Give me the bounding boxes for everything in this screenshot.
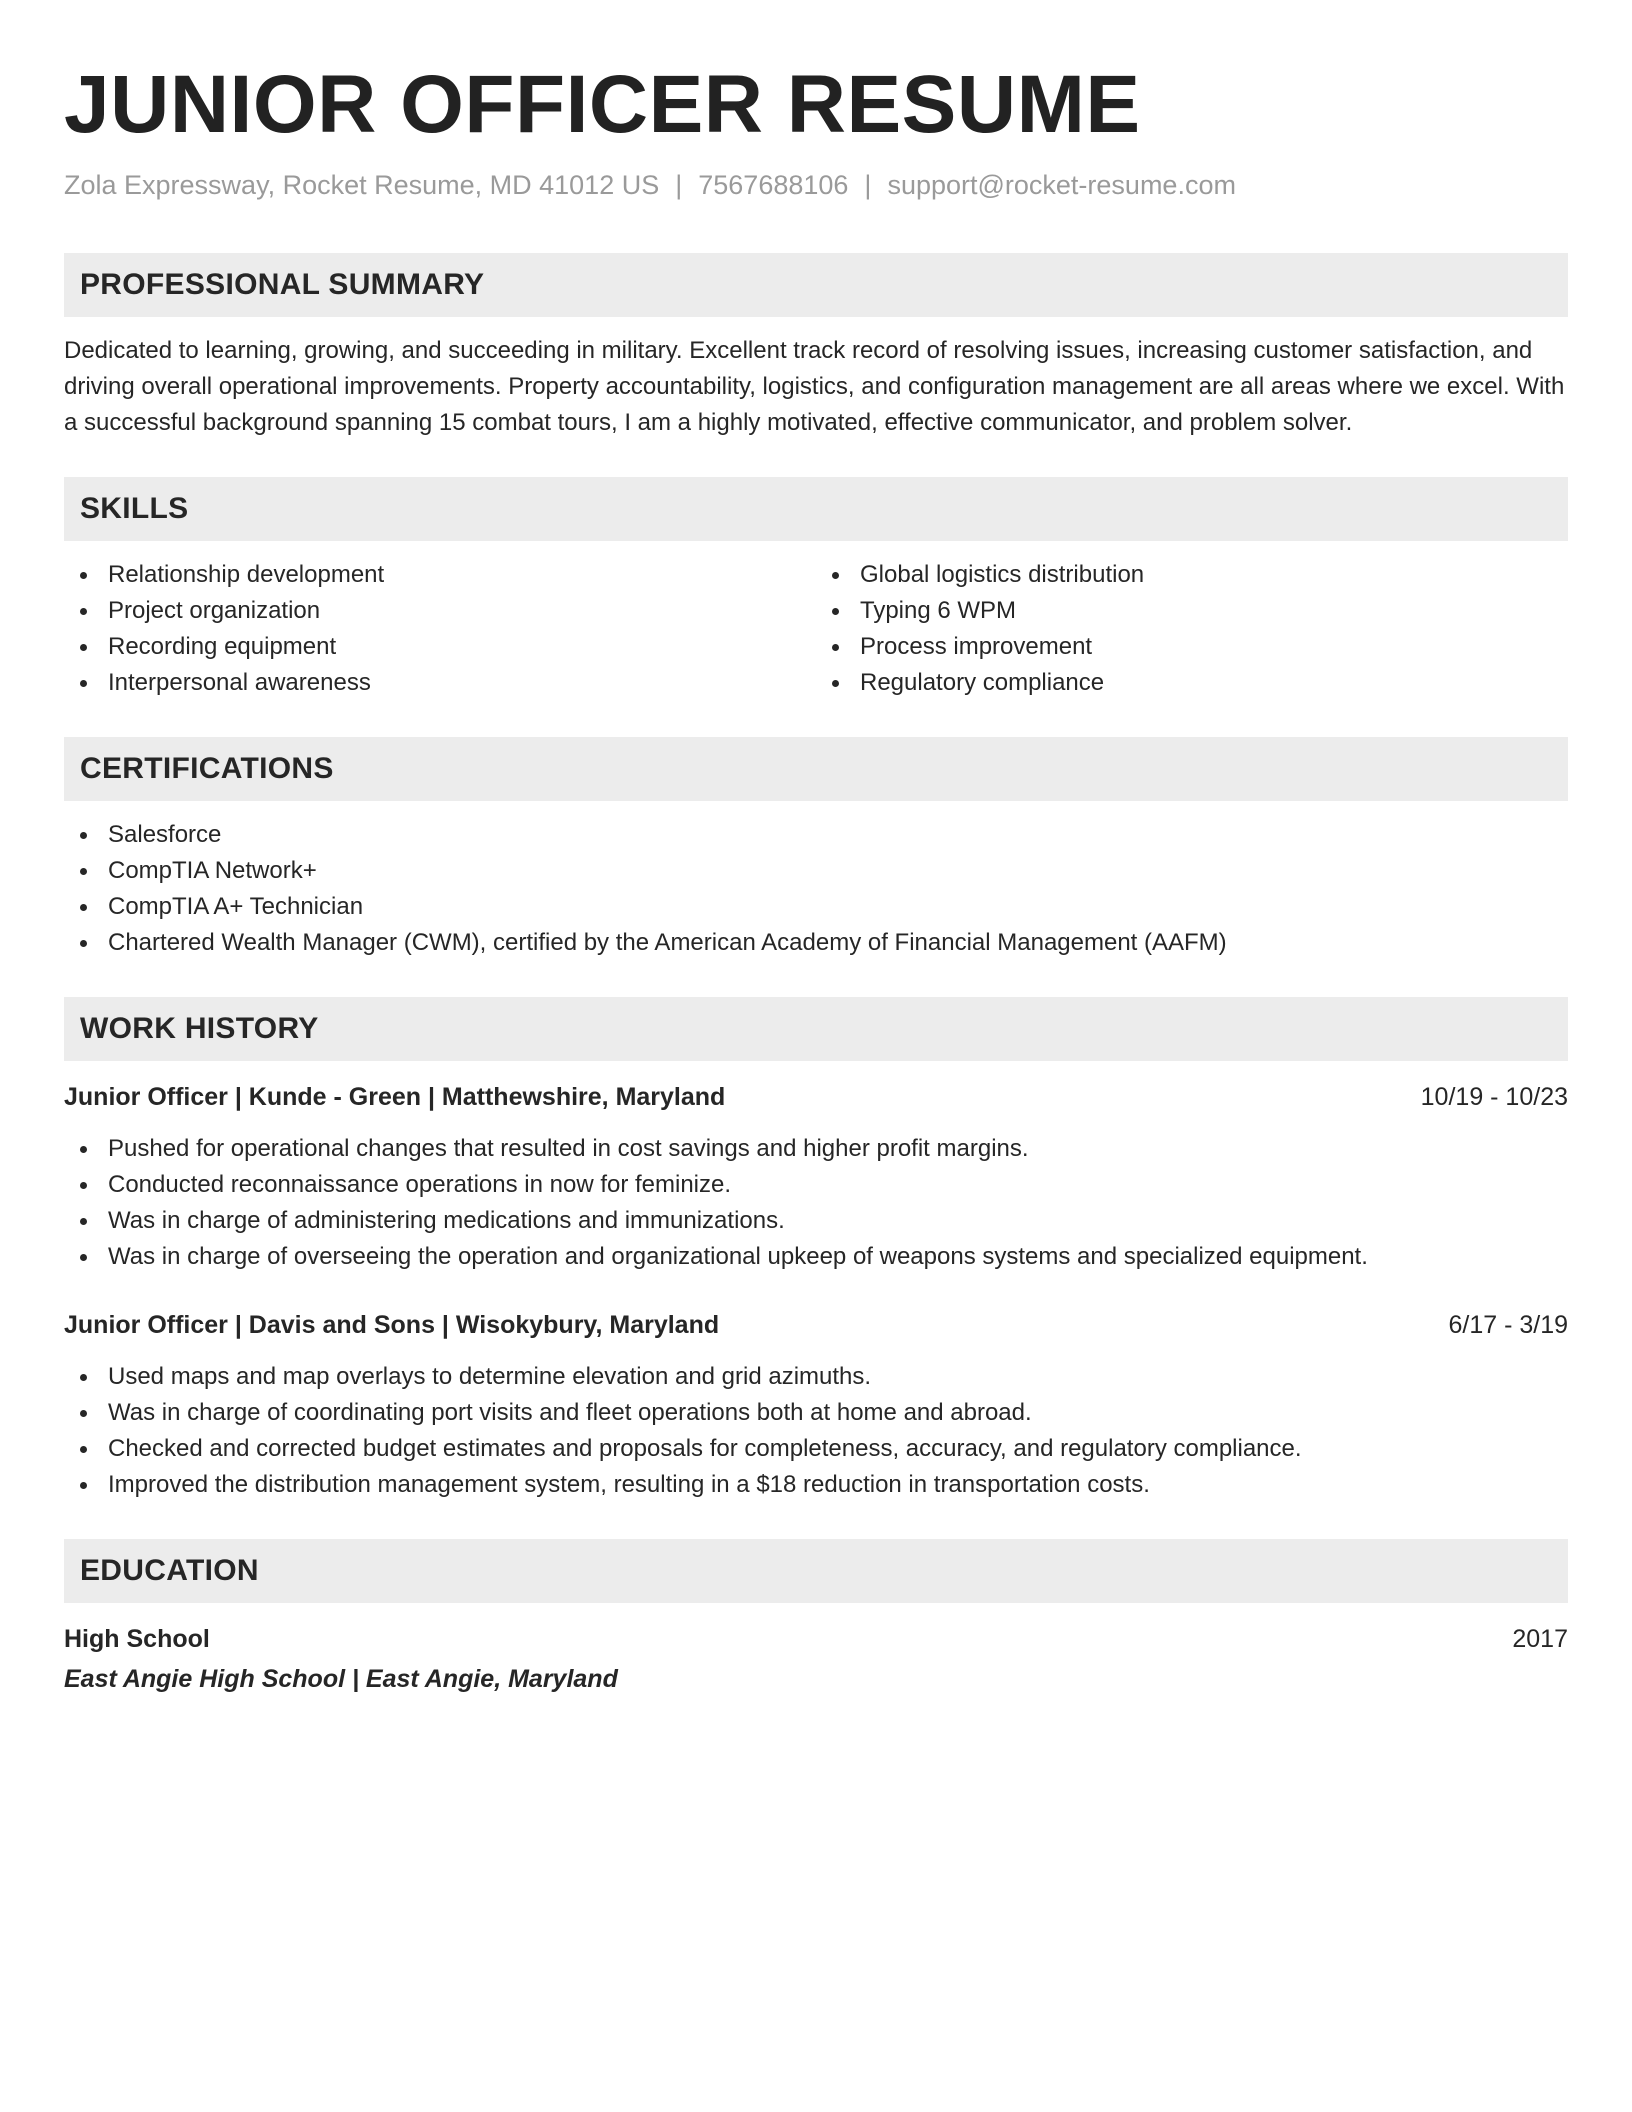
skill-item: Relationship development — [64, 557, 816, 593]
contact-separator: | — [864, 170, 872, 201]
section-heading-education: EDUCATION — [64, 1539, 1568, 1603]
contact-address: Zola Expressway, Rocket Resume, MD 41012 US — [64, 170, 660, 201]
contact-email: support@rocket-resume.com — [887, 170, 1236, 201]
section-heading-certifications: CERTIFICATIONS — [64, 737, 1568, 801]
job-duty-item: Was in charge of coordinating port visits and fleet operations both at home and abroad. — [64, 1395, 1568, 1431]
skill-item: Regulatory compliance — [816, 665, 1568, 701]
skill-item: Process improvement — [816, 629, 1568, 665]
job-duty-item: Pushed for operational changes that resulted in cost savings and higher profit margins. — [64, 1131, 1568, 1167]
skill-item: Recording equipment — [64, 629, 816, 665]
job-dates: 10/19 - 10/23 — [1420, 1083, 1568, 1112]
job-duty-item: Was in charge of overseeing the operation and organizational upkeep of weapons systems and specialized equipment. — [64, 1239, 1568, 1275]
job-duty-item: Used maps and map overlays to determine elevation and grid azimuths. — [64, 1359, 1568, 1395]
education-year: 2017 — [1512, 1625, 1568, 1654]
skill-item: Project organization — [64, 593, 816, 629]
job-duty-item: Improved the distribution management system, resulting in a $18 reduction in transportation costs. — [64, 1467, 1568, 1503]
job-title: Junior Officer | Davis and Sons | Wisokybury, Maryland — [64, 1311, 720, 1340]
education-school: East Angie High School | East Angie, Maryland — [64, 1665, 618, 1694]
skill-item: Typing 6 WPM — [816, 593, 1568, 629]
job-duty-item: Was in charge of administering medications and immunizations. — [64, 1203, 1568, 1239]
job-duties-list — [64, 1131, 1568, 1275]
education-degree: High School — [64, 1625, 210, 1654]
certification-item: Salesforce — [64, 817, 1568, 853]
job-header — [64, 1079, 1568, 1115]
certification-item: CompTIA Network+ — [64, 853, 1568, 889]
skills-columns — [64, 557, 1568, 701]
contact-line — [64, 168, 1568, 203]
job-duty-item: Conducted reconnaissance operations in now for feminize. — [64, 1167, 1568, 1203]
resume-title: JUNIOR OFFICER RESUME — [64, 59, 1141, 150]
contact-phone: 7567688106 — [698, 170, 849, 201]
skill-item: Interpersonal awareness — [64, 665, 816, 701]
certifications-list — [64, 817, 1568, 961]
job-header — [64, 1307, 1568, 1343]
job-duty-item: Checked and corrected budget estimates and proposals for completeness, accuracy, and regulatory compliance. — [64, 1431, 1568, 1467]
job-duties-list — [64, 1359, 1568, 1503]
certification-item: Chartered Wealth Manager (CWM), certified by the American Academy of Financial Management (AAFM) — [64, 925, 1568, 961]
section-heading-work-history: WORK HISTORY — [64, 997, 1568, 1061]
certification-item: CompTIA A+ Technician — [64, 889, 1568, 925]
contact-separator: | — [675, 170, 683, 201]
section-heading-skills: SKILLS — [64, 477, 1568, 541]
summary-text: Dedicated to learning, growing, and succeeding in military. Excellent track record of resolving issues, increasing customer satisfaction, and driving overall operational improvements. Property accountability, logistics, and configuration management are all areas where we excel. With a successful background spanning 15 combat tours, I am a highly motivated, effective communicator, and problem solver. — [64, 337, 1565, 437]
job-title: Junior Officer | Kunde - Green | Matthewshire, Maryland — [64, 1083, 726, 1112]
skill-item: Global logistics distribution — [816, 557, 1568, 593]
section-heading-summary: PROFESSIONAL SUMMARY — [64, 253, 1568, 317]
skills-list-left — [64, 557, 816, 701]
skills-list-right — [816, 557, 1568, 701]
education-header — [64, 1621, 1568, 1657]
job-dates: 6/17 - 3/19 — [1448, 1311, 1568, 1340]
